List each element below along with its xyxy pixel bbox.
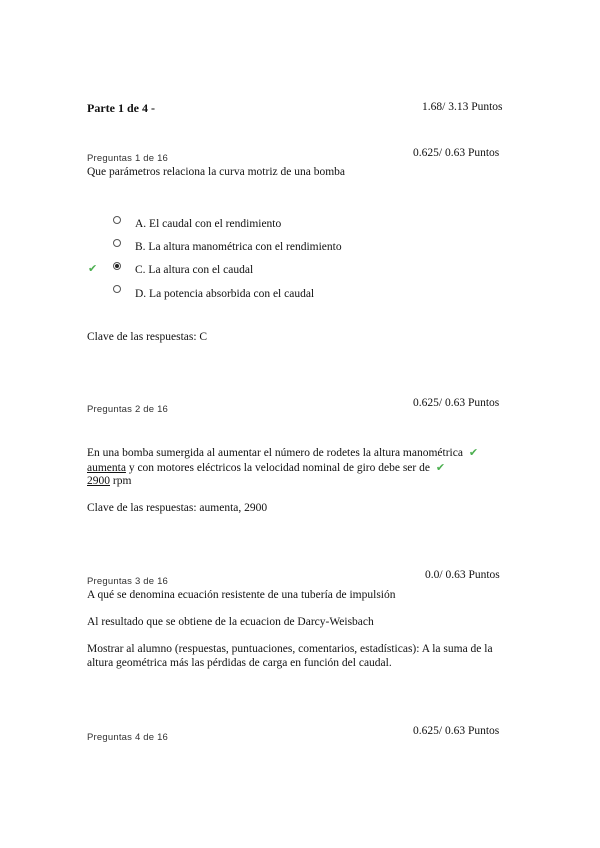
question-1-label: Preguntas 1 de 16: [87, 153, 169, 164]
part-title: Parte 1 de 4 -: [87, 101, 155, 115]
option-c-radio[interactable]: [113, 262, 121, 270]
question-3-score: 0.0/ 0.63 Puntos: [425, 569, 500, 581]
question-4-score: 0.625/ 0.63 Puntos: [413, 725, 500, 737]
option-c-label: C. La altura con el caudal: [135, 264, 254, 276]
question-2-text-part3: rpm: [110, 475, 132, 487]
question-2-text-part1: En una bomba sumergida al aumentar el número de rodetes la altura manométrica: [87, 447, 463, 459]
question-2-line-2: [87, 461, 445, 474]
check-icon: ✔: [435, 461, 446, 474]
check-icon: ✔: [468, 446, 479, 459]
question-2-line-1: [87, 446, 478, 459]
question-1-answer-key: Clave de las respuestas: C: [87, 331, 208, 343]
part-score: 1.68/ 3.13 Puntos: [422, 101, 503, 113]
question-1-score: 0.625/ 0.63 Puntos: [413, 147, 500, 159]
correct-check-icon: ✔: [88, 262, 98, 275]
question-2-text-part2: y con motores eléctricos la velocidad nominal de giro debe ser de: [125, 462, 430, 474]
question-2-label: Preguntas 2 de 16: [87, 404, 169, 415]
option-b-label: B. La altura manométrica con el rendimiento: [135, 241, 342, 253]
question-4-label: Preguntas 4 de 16: [87, 732, 169, 743]
question-3-feedback: Mostrar al alumno (respuestas, puntuaciones, comentarios, estadísticas): A la suma de la altura geométrica más las pérdidas de carga en función del caudal.: [87, 643, 493, 669]
question-2-answer-1: aumenta: [87, 462, 126, 474]
question-2-score: 0.625/ 0.63 Puntos: [413, 397, 500, 409]
question-3-label: Preguntas 3 de 16: [87, 576, 169, 587]
question-1-text: Que parámetros relaciona la curva motriz de una bomba: [87, 166, 345, 178]
option-b-radio[interactable]: [113, 239, 121, 247]
question-2-line-3: [87, 475, 131, 487]
option-d-label: D. La potencia absorbida con el caudal: [135, 288, 315, 300]
option-a-label: A. El caudal con el rendimiento: [135, 218, 282, 230]
question-3-text: A qué se denomina ecuación resistente de una tubería de impulsión: [87, 589, 396, 601]
question-2-answer-2: 2900: [87, 475, 110, 487]
question-3-response: Al resultado que se obtiene de la ecuacion de Darcy-Weisbach: [87, 616, 374, 628]
option-d-radio[interactable]: [113, 285, 121, 293]
question-2-answer-key: Clave de las respuestas: aumenta, 2900: [87, 502, 268, 514]
option-a-radio[interactable]: [113, 216, 121, 224]
